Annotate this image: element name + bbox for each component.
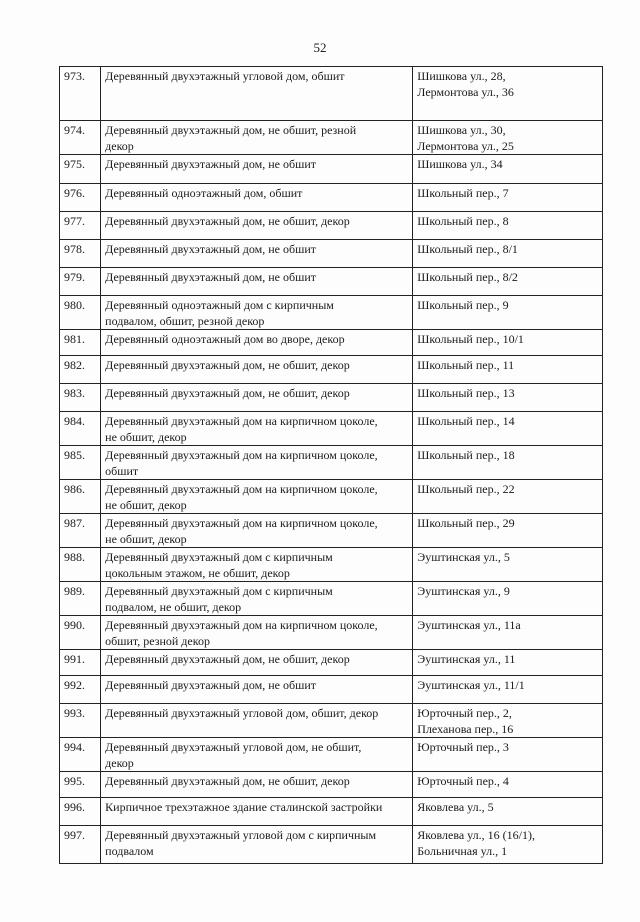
address-line: Шишкова ул., 34 xyxy=(417,157,503,171)
row-number: 985. xyxy=(60,446,101,480)
description-line: Деревянный одноэтажный дом во дворе, декор xyxy=(105,332,345,346)
row-number: 991. xyxy=(60,650,101,676)
address-line: Эуштинская ул., 9 xyxy=(417,584,510,598)
description-line: Деревянный двухэтажный дом, не обшит xyxy=(105,157,316,171)
building-description xyxy=(101,412,413,446)
table-row xyxy=(60,704,603,738)
row-number: 974. xyxy=(60,121,101,155)
description-line: Деревянный двухэтажный угловой дом с кирпичным xyxy=(105,828,377,842)
description-line: Деревянный двухэтажный дом на кирпичном цоколе, xyxy=(105,516,378,530)
row-number: 987. xyxy=(60,514,101,548)
address-line: Юрточный пер., 4 xyxy=(417,774,509,788)
row-number: 983. xyxy=(60,384,101,412)
address-line: Школьный пер., 7 xyxy=(417,186,509,200)
row-number: 982. xyxy=(60,356,101,384)
building-address xyxy=(413,772,603,798)
table-row xyxy=(60,738,603,772)
description-line: декор xyxy=(105,756,134,770)
description-line: подвалом, не обшит, декор xyxy=(105,600,242,614)
table-row xyxy=(60,582,603,616)
description-line: декор xyxy=(105,139,134,153)
building-address xyxy=(413,650,603,676)
description-line: не обшит, декор xyxy=(105,430,187,444)
row-number: 980. xyxy=(60,296,101,330)
address-line: Школьный пер., 18 xyxy=(417,448,515,462)
description-line: не обшит, декор xyxy=(105,498,187,512)
table-row xyxy=(60,514,603,548)
description-line: Кирпичное трехэтажное здание сталинской застройки xyxy=(105,800,383,814)
address-line: Эуштинская ул., 11 xyxy=(417,652,516,666)
address-line: Юрточный пер., 2, xyxy=(417,706,512,720)
building-address xyxy=(413,704,603,738)
building-description xyxy=(101,330,413,356)
address-line: Эуштинская ул., 11/1 xyxy=(417,678,525,692)
address-line: Школьный пер., 8 xyxy=(417,214,509,228)
table-row xyxy=(60,240,603,268)
page-number: 52 xyxy=(313,40,327,55)
address-line: Юрточный пер., 3 xyxy=(417,740,509,754)
building-description xyxy=(101,121,413,155)
table-row xyxy=(60,296,603,330)
description-line: Деревянный двухэтажный дом на кирпичном цоколе, xyxy=(105,618,378,632)
building-address xyxy=(413,412,603,446)
description-line: подвалом xyxy=(105,844,154,858)
address-line: Лермонтова ул., 36 xyxy=(417,85,514,99)
building-address xyxy=(413,184,603,212)
description-line: Деревянный двухэтажный угловой дом, не обшит, xyxy=(105,740,362,754)
building-description xyxy=(101,155,413,184)
building-description xyxy=(101,268,413,296)
row-number: 977. xyxy=(60,212,101,240)
row-number: 992. xyxy=(60,676,101,704)
table-row xyxy=(60,650,603,676)
description-line: Деревянный двухэтажный дом, не обшит, декор xyxy=(105,386,350,400)
description-line: цокольным этажом, не обшит, декор xyxy=(105,566,290,580)
address-line: Эуштинская ул., 11а xyxy=(417,618,521,632)
building-description xyxy=(101,384,413,412)
description-line: обшит, резной декор xyxy=(105,634,210,648)
description-line: обшит xyxy=(105,464,139,478)
row-number: 979. xyxy=(60,268,101,296)
address-line: Плеханова пер., 16 xyxy=(417,722,514,736)
building-address xyxy=(413,514,603,548)
building-address xyxy=(413,616,603,650)
table-row xyxy=(60,616,603,650)
table-row xyxy=(60,184,603,212)
building-description xyxy=(101,676,413,704)
address-line: Яковлева ул., 16 (16/1), xyxy=(417,828,535,842)
table-row xyxy=(60,268,603,296)
building-address xyxy=(413,67,603,121)
table-row xyxy=(60,412,603,446)
description-line: Деревянный двухэтажный дом, не обшит xyxy=(105,678,316,692)
building-address xyxy=(413,548,603,582)
address-line: Эуштинская ул., 5 xyxy=(417,550,510,564)
building-address xyxy=(413,582,603,616)
building-description xyxy=(101,356,413,384)
address-line: Школьный пер., 13 xyxy=(417,386,515,400)
description-line: Деревянный двухэтажный дом, не обшит, резной xyxy=(105,123,357,137)
row-number: 973. xyxy=(60,67,101,121)
address-line: Шишкова ул., 30, xyxy=(417,123,506,137)
building-description xyxy=(101,582,413,616)
address-line: Школьный пер., 22 xyxy=(417,482,515,496)
table-row xyxy=(60,330,603,356)
building-description xyxy=(101,616,413,650)
building-description xyxy=(101,212,413,240)
description-line: Деревянный двухэтажный дом с кирпичным xyxy=(105,550,333,564)
row-number: 989. xyxy=(60,582,101,616)
address-line: Школьный пер., 11 xyxy=(417,358,515,372)
building-description xyxy=(101,738,413,772)
table-body xyxy=(60,67,603,864)
building-address xyxy=(413,240,603,268)
address-line: Яковлева ул., 5 xyxy=(417,800,494,814)
description-line: Деревянный одноэтажный дом, обшит xyxy=(105,186,303,200)
description-line: Деревянный двухэтажный дом, не обшит, декор xyxy=(105,214,350,228)
address-line: Лермонтова ул., 25 xyxy=(417,139,514,153)
description-line: Деревянный двухэтажный дом, не обшит xyxy=(105,270,316,284)
building-description xyxy=(101,480,413,514)
address-line: Школьный пер., 9 xyxy=(417,298,509,312)
row-number: 990. xyxy=(60,616,101,650)
row-number: 993. xyxy=(60,704,101,738)
building-description xyxy=(101,548,413,582)
building-description xyxy=(101,826,413,864)
table-row xyxy=(60,67,603,121)
table-row xyxy=(60,798,603,826)
description-line: Деревянный двухэтажный дом с кирпичным xyxy=(105,584,333,598)
building-description xyxy=(101,798,413,826)
address-line: Шишкова ул., 28, xyxy=(417,69,506,83)
description-line: Деревянный двухэтажный дом, не обшит, декор xyxy=(105,358,350,372)
row-number: 975. xyxy=(60,155,101,184)
building-address xyxy=(413,676,603,704)
building-description xyxy=(101,184,413,212)
table-row xyxy=(60,384,603,412)
table-row xyxy=(60,676,603,704)
description-line: Деревянный двухэтажный дом на кирпичном цоколе, xyxy=(105,448,378,462)
building-address xyxy=(413,121,603,155)
table-row xyxy=(60,480,603,514)
building-address xyxy=(413,296,603,330)
building-address xyxy=(413,155,603,184)
building-description xyxy=(101,240,413,268)
description-line: Деревянный двухэтажный дом, не обшит xyxy=(105,242,316,256)
address-line: Школьный пер., 29 xyxy=(417,516,515,530)
building-address xyxy=(413,446,603,480)
description-line: Деревянный двухэтажный дом на кирпичном цоколе, xyxy=(105,482,378,496)
building-address xyxy=(413,268,603,296)
address-line: Школьный пер., 8/2 xyxy=(417,270,518,284)
row-number: 997. xyxy=(60,826,101,864)
table-row xyxy=(60,446,603,480)
address-line: Больничная ул., 1 xyxy=(417,844,508,858)
table-row xyxy=(60,155,603,184)
description-line: Деревянный двухэтажный дом на кирпичном цоколе, xyxy=(105,414,378,428)
building-address xyxy=(413,356,603,384)
address-line: Школьный пер., 8/1 xyxy=(417,242,518,256)
description-line: Деревянный одноэтажный дом с кирпичным xyxy=(105,298,334,312)
heritage-registry-table xyxy=(59,66,603,864)
row-number: 981. xyxy=(60,330,101,356)
table-row xyxy=(60,772,603,798)
table-row xyxy=(60,826,603,864)
description-line: Деревянный двухэтажный угловой дом, обшит, декор xyxy=(105,706,379,720)
description-line: подвалом, обшит, резной декор xyxy=(105,314,265,328)
row-number: 976. xyxy=(60,184,101,212)
row-number: 988. xyxy=(60,548,101,582)
row-number: 984. xyxy=(60,412,101,446)
building-description xyxy=(101,514,413,548)
building-address xyxy=(413,738,603,772)
building-address xyxy=(413,826,603,864)
description-line: Деревянный двухэтажный угловой дом, обшит xyxy=(105,69,345,83)
address-line: Школьный пер., 10/1 xyxy=(417,332,524,346)
table-row xyxy=(60,121,603,155)
building-address xyxy=(413,212,603,240)
row-number: 994. xyxy=(60,738,101,772)
building-description xyxy=(101,704,413,738)
building-address xyxy=(413,480,603,514)
table-row xyxy=(60,356,603,384)
building-description xyxy=(101,296,413,330)
table-row xyxy=(60,548,603,582)
address-line: Школьный пер., 14 xyxy=(417,414,515,428)
building-description xyxy=(101,446,413,480)
description-line: Деревянный двухэтажный дом, не обшит, декор xyxy=(105,652,350,666)
building-address xyxy=(413,798,603,826)
row-number: 986. xyxy=(60,480,101,514)
description-line: не обшит, декор xyxy=(105,532,187,546)
building-description xyxy=(101,67,413,121)
building-description xyxy=(101,772,413,798)
row-number: 978. xyxy=(60,240,101,268)
description-line: Деревянный двухэтажный дом, не обшит, декор xyxy=(105,774,350,788)
building-description xyxy=(101,650,413,676)
row-number: 996. xyxy=(60,798,101,826)
table-row xyxy=(60,212,603,240)
row-number: 995. xyxy=(60,772,101,798)
building-address xyxy=(413,384,603,412)
building-address xyxy=(413,330,603,356)
